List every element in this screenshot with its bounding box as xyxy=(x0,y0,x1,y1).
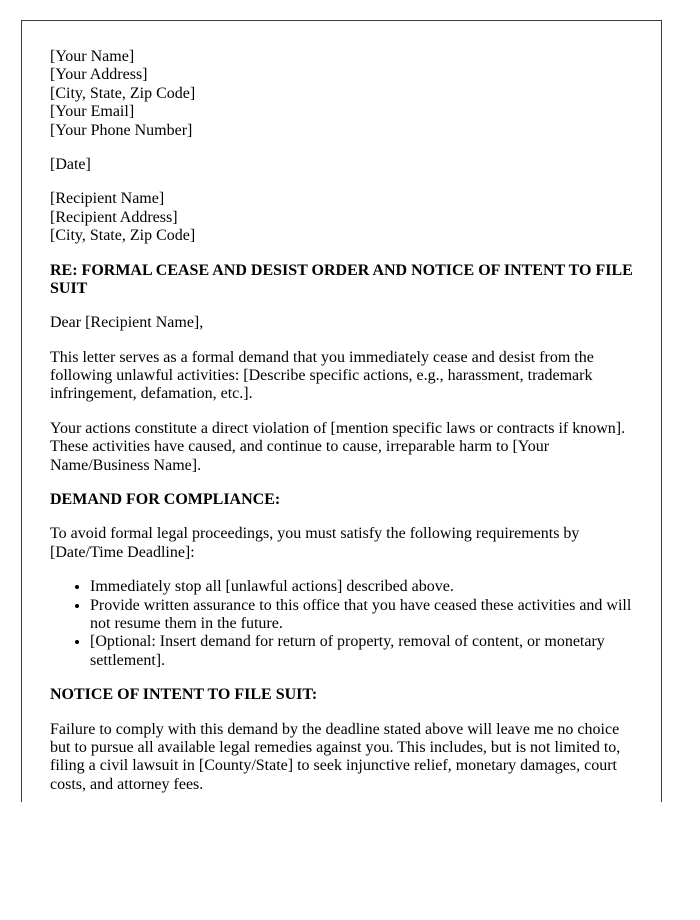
sender-email-line: [Your Email] xyxy=(50,103,135,121)
demand-intro-paragraph: To avoid formal legal proceedings, you must satisfy the following requirements by [Date/Time Deadline]: xyxy=(50,525,580,561)
subject-line: RE: FORMAL CEASE AND DESIST ORDER AND NOTICE OF INTENT TO FILE SUIT xyxy=(50,261,633,297)
demand-compliance-heading: DEMAND FOR COMPLIANCE: xyxy=(50,491,281,509)
notice-intent-heading: NOTICE OF INTENT TO FILE SUIT: xyxy=(50,686,318,704)
body-paragraph-1: This letter serves as a formal demand that you immediately cease and desist from the following unlawful activities: [Describe specific actions, e.g., harassment, trademark infringement, defamation, etc.]. xyxy=(50,348,594,403)
recipient-name-line: [Recipient Name] xyxy=(50,190,165,208)
demand-list-item-1: • Immediately stop all [unlawful actions] described above. xyxy=(90,578,633,596)
sender-city-state-zip-line: [City, State, Zip Code] xyxy=(50,84,196,102)
recipient-address-block xyxy=(50,190,633,245)
sender-name-line: [Your Name] xyxy=(50,48,135,65)
demand-list-item-3: • [Optional: Insert demand for return of property, removal of content, or monetary settlement]. xyxy=(90,633,633,670)
recipient-address-line: [Recipient Address] xyxy=(50,208,178,226)
body-paragraph-2: Your actions constitute a direct violation of [mention specific laws or contracts if known]. These activities have caused, and continue to cause, irreparable harm to [Your Name/Business Name]. xyxy=(50,419,626,474)
notice-paragraph: Failure to comply with this demand by the deadline stated above will leave me no choice but to pursue all available legal remedies against you. This includes, but is not limited to, filing a civil lawsuit in [County/State] to seek injunctive relief, monetary damages, court costs, and attorney fees. xyxy=(50,720,621,793)
date-line: [Date] xyxy=(50,155,91,173)
demand-list xyxy=(50,578,633,670)
sender-phone-line: [Your Phone Number] xyxy=(50,121,193,139)
recipient-city-state-zip-line: [City, State, Zip Code] xyxy=(50,227,196,245)
letter-page xyxy=(21,20,662,802)
sender-address-block xyxy=(50,48,633,140)
sender-address-line: [Your Address] xyxy=(50,66,148,84)
salutation: Dear [Recipient Name], xyxy=(50,314,204,332)
demand-list-item-2: • Provide written assurance to this office that you have ceased these activities and will not resume them in the future. xyxy=(90,597,633,634)
